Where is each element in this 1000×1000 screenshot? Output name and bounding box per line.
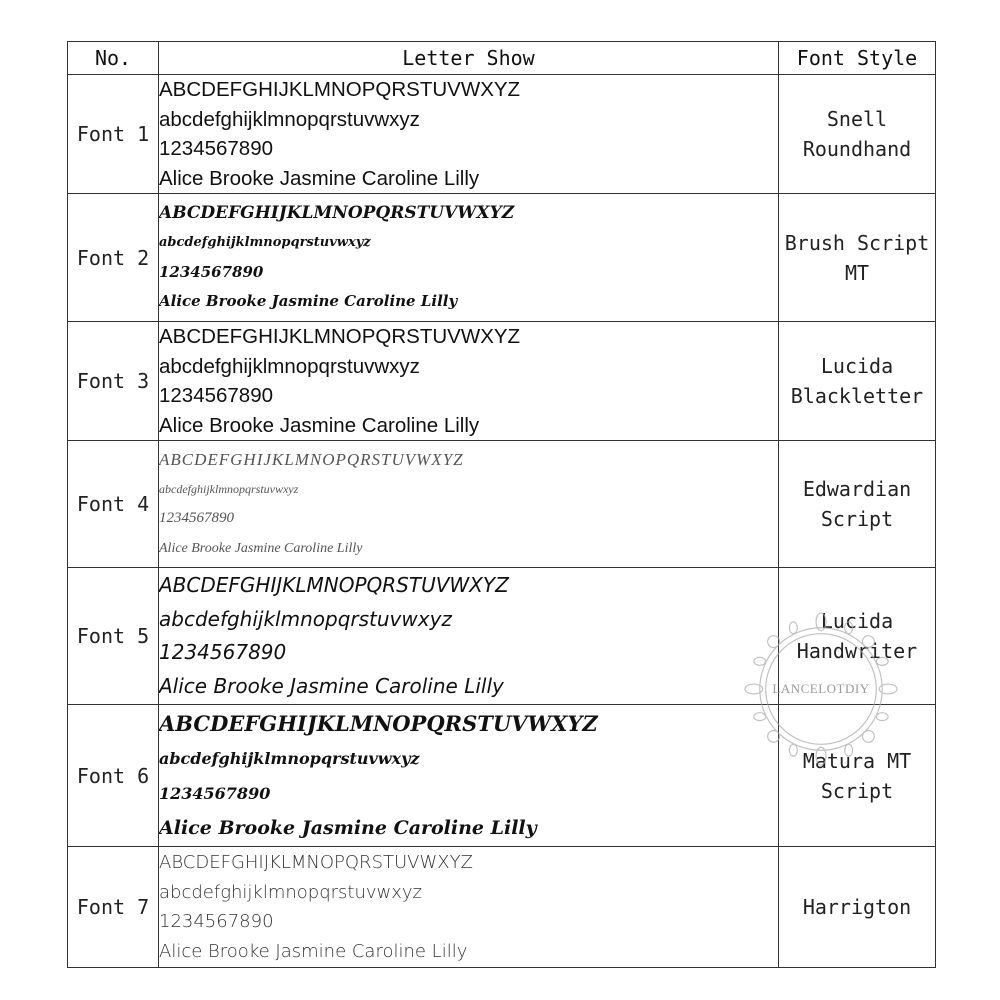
sample-digits: 1234567890 [159, 640, 287, 664]
letter-show-cell [159, 847, 779, 968]
sample-uppercase: ABCDEFGHIJKLMNOPQRSTUVWXYZ [159, 202, 515, 223]
font-number: Font 5 [68, 568, 159, 705]
sample-uppercase: ABCDEFGHIJKLMNOPQRSTUVWXYZ [159, 325, 521, 348]
header-row [68, 42, 936, 75]
sample-names: Alice Brooke Jasmine Caroline Lilly [159, 292, 458, 310]
font-row-6 [68, 705, 936, 847]
font-style-cell [779, 75, 936, 194]
font-style-cell [779, 441, 936, 568]
header-font-style: Font Style [779, 42, 936, 75]
header-letter-show: Letter Show [159, 42, 779, 75]
font-comparison-table [67, 41, 936, 968]
font-number: Font 3 [68, 322, 159, 441]
font-style-line: Matura MT [802, 748, 912, 773]
font-row-3 [68, 322, 936, 441]
sample-names: Alice Brooke Jasmine Caroline Lilly [159, 940, 468, 962]
sample-uppercase: ABCDEFGHIJKLMNOPQRSTUVWXYZ [159, 852, 473, 873]
letter-show-cell [159, 568, 779, 705]
font-style-cell [779, 194, 936, 322]
sample-uppercase: ABCDEFGHIJKLMNOPQRSTUVWXYZ [159, 710, 598, 736]
sample-lowercase: abcdefghijklmnopqrstuvwxyz [159, 107, 420, 131]
sample-lowercase: abcdefghijklmnopqrstuvwxyz [159, 235, 371, 250]
font-number: Font 6 [68, 705, 159, 847]
sample-digits: 1234567890 [159, 262, 264, 281]
sample-uppercase: ABCDEFGHIJKLMNOPQRSTUVWXYZ [159, 450, 464, 469]
sample-digits: 1234567890 [159, 783, 271, 803]
letter-show-cell [159, 322, 779, 441]
font-style-line: Script [820, 778, 894, 803]
sample-names: Alice Brooke Jasmine Caroline Lilly [159, 540, 363, 556]
font-number: Font 4 [68, 441, 159, 568]
sample-lowercase: abcdefghijklmnopqrstuvwxyz [159, 881, 423, 903]
font-style-line: Lucida [820, 354, 894, 378]
font-style-cell [779, 322, 936, 441]
sample-digits: 1234567890 [159, 911, 274, 932]
sample-names: Alice Brooke Jasmine Caroline Lilly [159, 166, 480, 190]
font-style-line: MT [844, 260, 870, 285]
sample-names: Alice Brooke Jasmine Caroline Lilly [159, 816, 537, 839]
sample-lowercase: abcdefghijklmnopqrstuvwxyz [159, 606, 452, 631]
font-style-line: Blackletter [790, 384, 924, 408]
letter-show-cell [159, 194, 779, 322]
font-number: Font 1 [68, 75, 159, 194]
font-row-7 [68, 847, 936, 968]
sample-uppercase: ABCDEFGHIJKLMNOPQRSTUVWXYZ [159, 78, 521, 101]
font-style-line: Handwriter [796, 639, 918, 663]
font-row-2 [68, 194, 936, 322]
font-style-cell [779, 705, 936, 847]
letter-show-cell [159, 441, 779, 568]
font-style-line: Harrigton [802, 895, 912, 919]
font-style-cell [779, 847, 936, 968]
font-style-line: Script [820, 507, 894, 531]
sample-lowercase: abcdefghijklmnopqrstuvwxyz [159, 481, 299, 496]
sample-digits: 1234567890 [159, 510, 234, 526]
sample-digits: 1234567890 [159, 384, 274, 407]
font-number: Font 2 [68, 194, 159, 322]
header-no: No. [68, 42, 159, 75]
sample-names: Alice Brooke Jasmine Caroline Lilly [159, 413, 480, 437]
font-row-4 [68, 441, 936, 568]
watermark-text: LANCELOTDIY [772, 681, 870, 696]
sample-names: Alice Brooke Jasmine Caroline Lilly [159, 673, 504, 698]
font-style-line: Brush Script [784, 230, 930, 255]
font-style-line: Lucida [820, 609, 894, 633]
sample-lowercase: abcdefghijklmnopqrstuvwxyz [159, 748, 420, 768]
font-style-line: Snell [826, 107, 888, 131]
sample-lowercase: abcdefghijklmnopqrstuvwxyz [159, 354, 420, 378]
font-row-1 [68, 75, 936, 194]
font-style-line: Edwardian [802, 477, 912, 501]
sample-uppercase: ABCDEFGHIJKLMNOPQRSTUVWXYZ [159, 573, 509, 597]
letter-show-cell [159, 75, 779, 194]
font-number: Font 7 [68, 847, 159, 968]
sample-digits: 1234567890 [159, 137, 274, 160]
font-style-line: Roundhand [802, 137, 912, 161]
letter-show-cell [159, 705, 779, 847]
